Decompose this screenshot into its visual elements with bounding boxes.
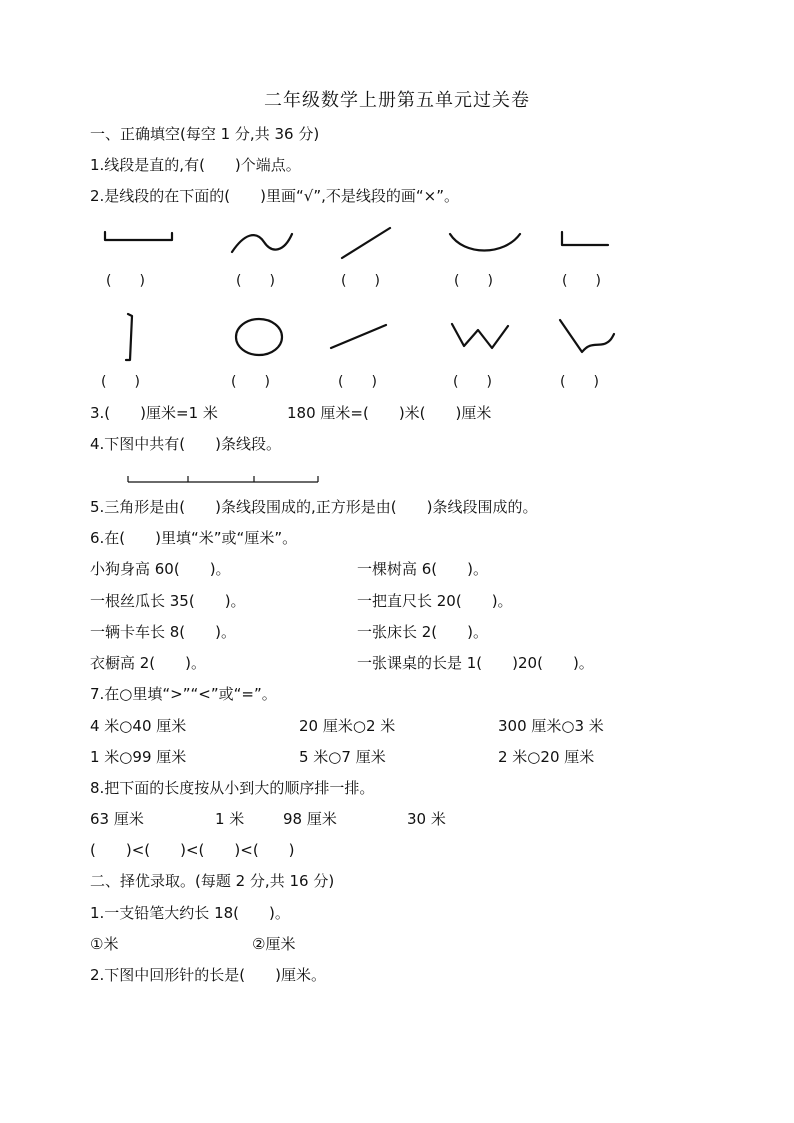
q6-item: 一辆卡车长 8( )。 (90, 623, 237, 641)
q8-item: 63 厘米 (90, 810, 144, 828)
s2-q1-option-b[interactable]: ②厘米 (252, 935, 296, 953)
answer-blank[interactable]: ( ) (106, 273, 145, 289)
bent-curve-icon (554, 314, 620, 358)
segment-diagram (124, 472, 324, 486)
question-3a: 3.( )厘米=1 米 (90, 404, 218, 422)
q7-item: 1 米○99 厘米 (90, 748, 187, 766)
answer-blank[interactable]: ( ) (454, 273, 493, 289)
answer-blank[interactable]: ( ) (338, 374, 377, 390)
section1-heading: 一、正确填空(每空 1 分,共 36 分) (90, 125, 320, 143)
s2-q1-option-a[interactable]: ①米 (90, 935, 119, 953)
q6-item: 衣橱高 2( )。 (90, 654, 207, 672)
q6-item: 一根丝瓜长 35( )。 (90, 592, 246, 610)
q6-item: 一把直尺长 20( )。 (357, 592, 513, 610)
q6-item: 一张课桌的长是 1( )20( )。 (357, 654, 594, 672)
bracket-shape-icon (100, 228, 180, 248)
question-7: 7.在○里填“>”“<”或“=”。 (90, 685, 277, 703)
answer-blank[interactable]: ( ) (231, 374, 270, 390)
answer-blank[interactable]: ( ) (453, 374, 492, 390)
line-segment-icon (326, 320, 392, 352)
q8-item: 30 米 (407, 810, 446, 828)
q8-item: 1 米 (215, 810, 245, 828)
zigzag-icon (448, 318, 514, 352)
question-8: 8.把下面的长度按从小到大的顺序排一排。 (90, 779, 375, 797)
ellipse-icon (232, 316, 288, 358)
q7-item: 20 厘米○2 米 (299, 717, 396, 735)
q7-item: 5 米○7 厘米 (299, 748, 386, 766)
question-1: 1.线段是直的,有( )个端点。 (90, 156, 301, 174)
question-6: 6.在( )里填“米”或“厘米”。 (90, 529, 298, 547)
answer-blank[interactable]: ( ) (562, 273, 601, 289)
question-4: 4.下图中共有( )条线段。 (90, 435, 282, 453)
s2-question-2: 2.下图中回形针的长是( )厘米。 (90, 966, 327, 984)
q8-answer-blanks[interactable]: ( )<( )<( )<( ) (90, 841, 295, 859)
q6-item: 一棵树高 6( )。 (357, 560, 489, 578)
answer-blank[interactable]: ( ) (236, 273, 275, 289)
vertical-segment-icon (118, 308, 142, 364)
q6-item: 一张床长 2( )。 (357, 623, 489, 641)
q8-item: 98 厘米 (283, 810, 337, 828)
q7-item: 4 米○40 厘米 (90, 717, 187, 735)
wave-curve-icon (228, 222, 298, 262)
angle-shape-icon (556, 228, 616, 250)
answer-blank[interactable]: ( ) (101, 374, 140, 390)
answer-blank[interactable]: ( ) (341, 273, 380, 289)
q6-item: 小狗身高 60( )。 (90, 560, 231, 578)
arc-curve-icon (446, 228, 526, 258)
line-segment-icon (336, 220, 396, 265)
q7-item: 300 厘米○3 米 (498, 717, 604, 735)
question-3b: 180 厘米=( )米( )厘米 (287, 404, 492, 422)
answer-blank[interactable]: ( ) (560, 374, 599, 390)
q7-item: 2 米○20 厘米 (498, 748, 595, 766)
question-2: 2.是线段的在下面的( )里画“√”,不是线段的画“×”。 (90, 187, 459, 205)
s2-question-1: 1.一支铅笔大约长 18( )。 (90, 904, 290, 922)
section2-heading: 二、择优录取。(每题 2 分,共 16 分) (90, 872, 335, 890)
question-5: 5.三角形是由( )条线段围成的,正方形是由( )条线段围成的。 (90, 498, 538, 516)
page-title: 二年级数学上册第五单元过关卷 (264, 90, 530, 111)
